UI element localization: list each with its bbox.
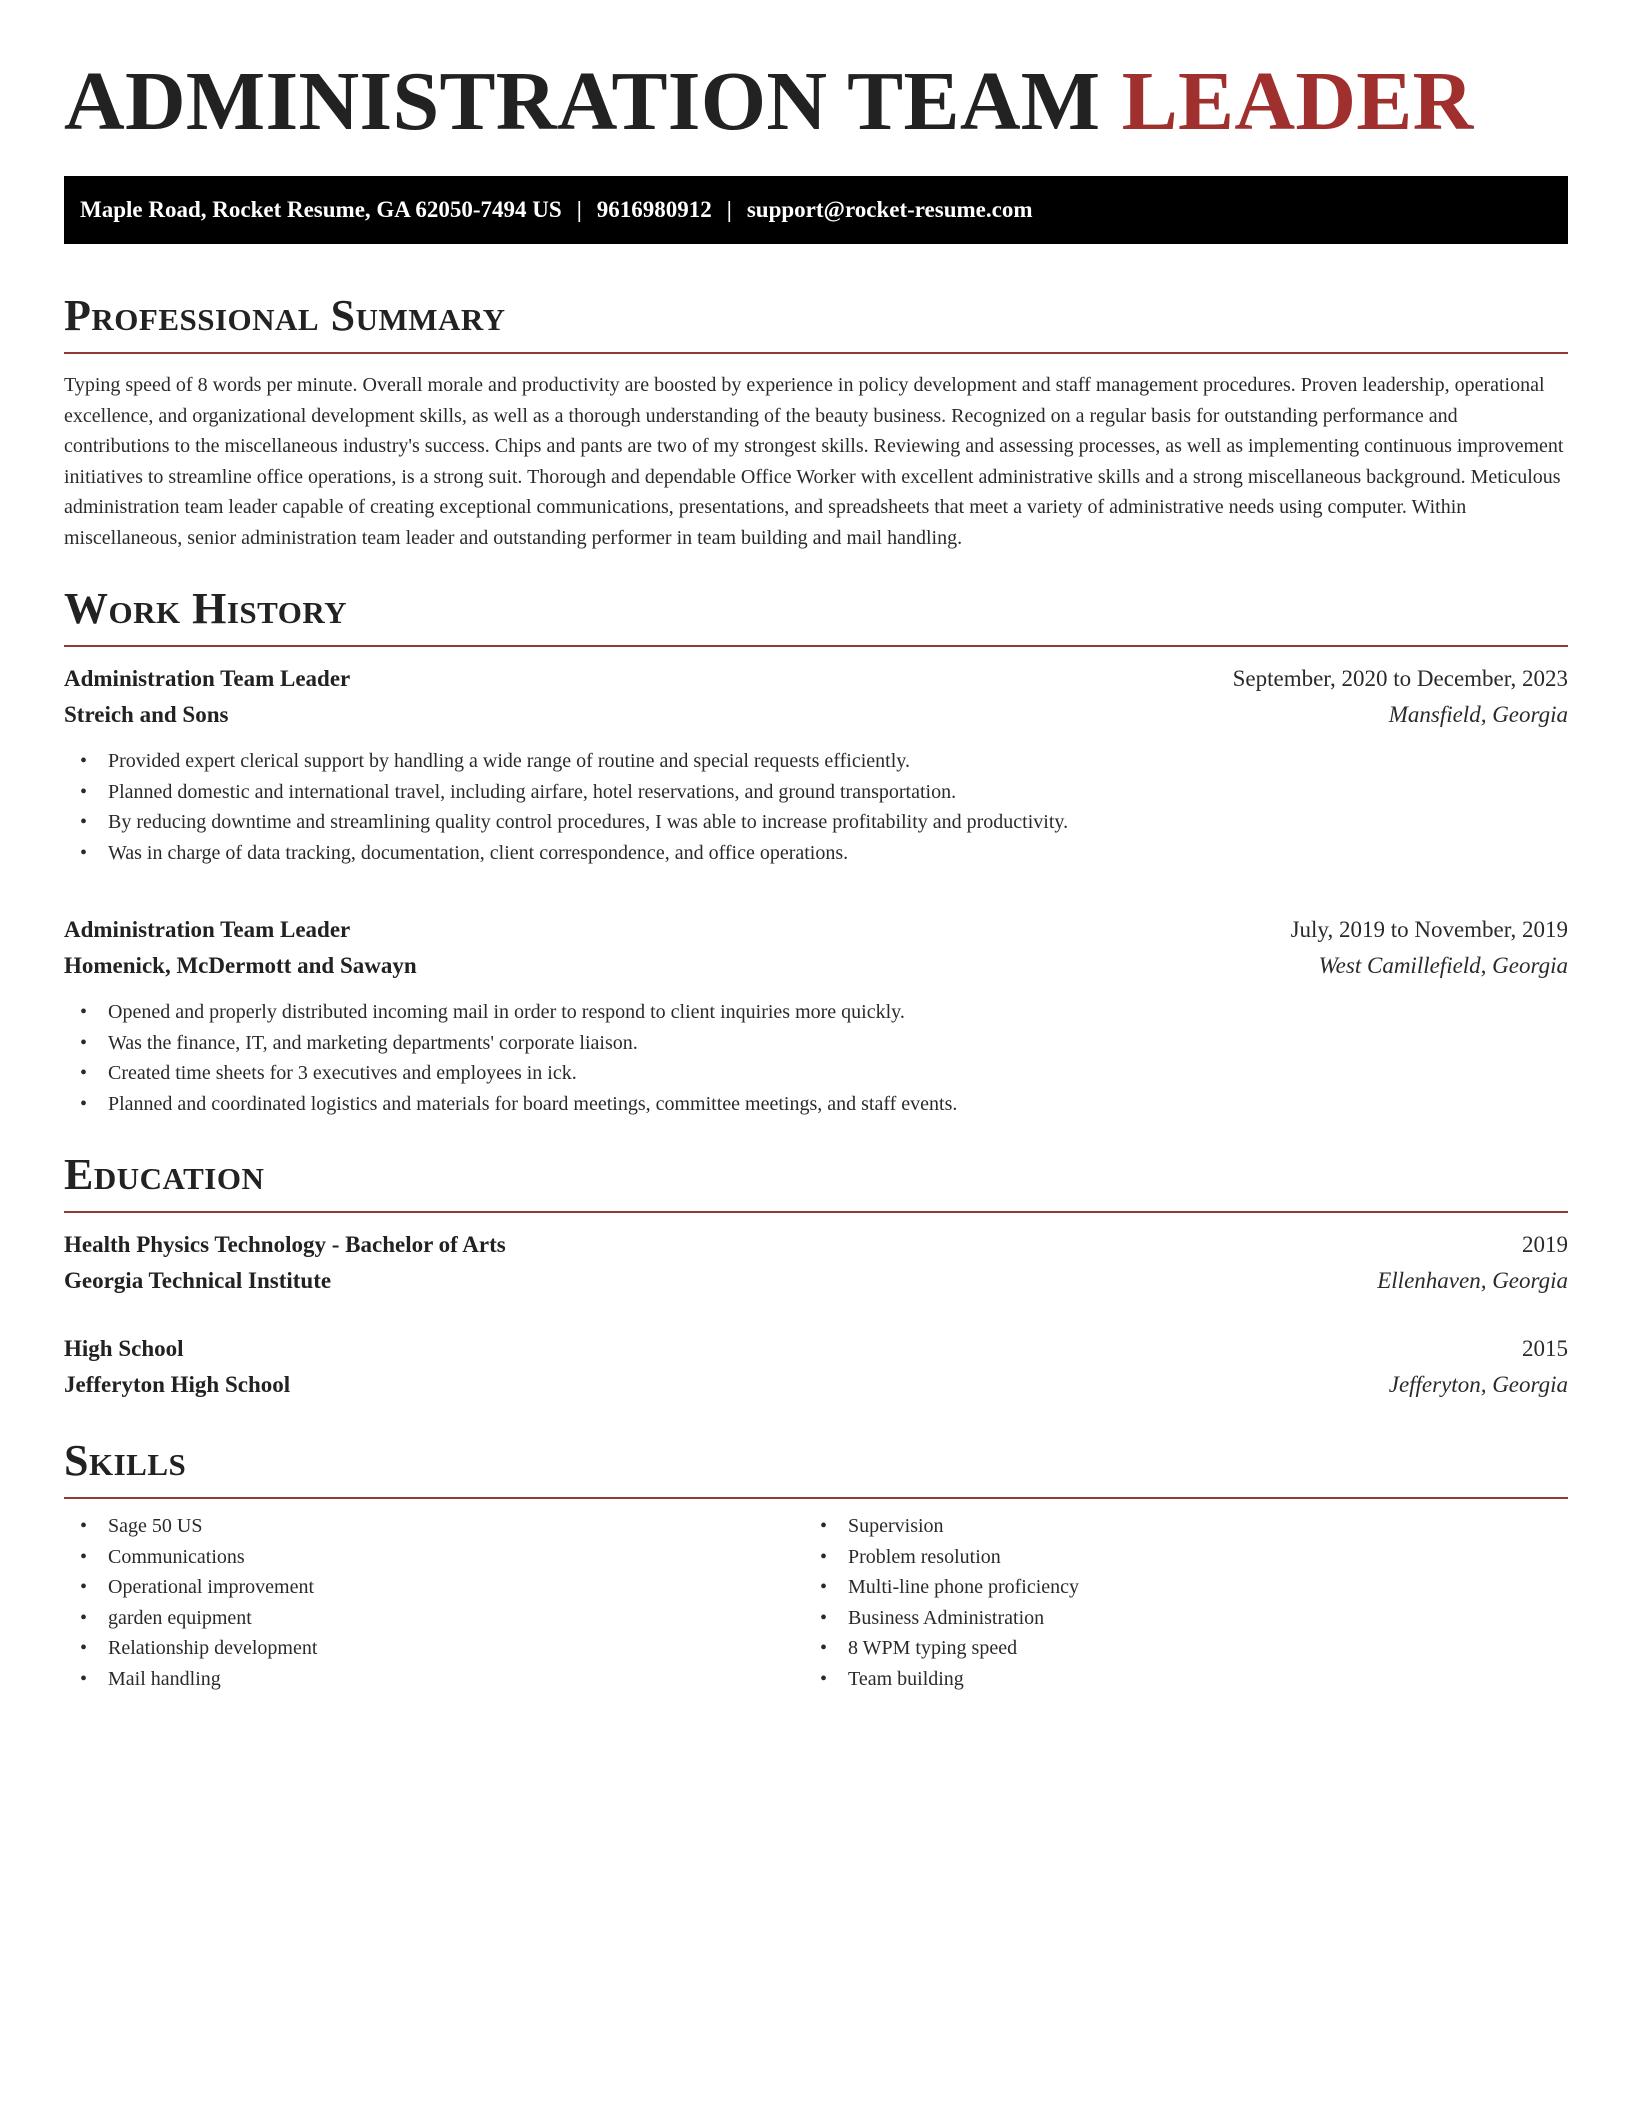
education-entry	[64, 1227, 1568, 1299]
skill-item: • Business Administration	[804, 1603, 1544, 1634]
job-bullet: • Created time sheets for 3 executives and employees in ick.	[64, 1058, 1568, 1089]
job-bullet: • Was in charge of data tracking, documentation, client correspondence, and office operations.	[64, 838, 1568, 869]
job-bullet: • Opened and properly distributed incoming mail in order to respond to client inquiries more quickly.	[64, 997, 1568, 1028]
section-divider	[64, 645, 1568, 647]
education-school-row	[64, 1367, 1568, 1403]
job-header-row	[64, 661, 1568, 697]
skills-section	[64, 1433, 1568, 1694]
skills-list	[804, 1511, 1544, 1694]
work-history-section	[64, 581, 1568, 1119]
skill-item: • Supervision	[804, 1511, 1544, 1542]
section-divider	[64, 1497, 1568, 1499]
skill-item: • Relationship development	[64, 1633, 804, 1664]
section-divider	[64, 1211, 1568, 1213]
job-entry	[64, 661, 1568, 868]
work-history-heading: Work History	[64, 584, 348, 633]
education-degree-row	[64, 1227, 1568, 1263]
education-entry	[64, 1331, 1568, 1403]
contact-separator: |	[576, 197, 582, 222]
skills-column-left	[64, 1511, 804, 1694]
job-entry	[64, 912, 1568, 1119]
job-bullet: • Planned domestic and international travel, including airfare, hotel reservations, and ground transportation.	[64, 777, 1568, 808]
summary-heading: Professional Summary	[64, 291, 506, 340]
name-last: LEADER	[1121, 55, 1474, 148]
skills-heading: Skills	[64, 1436, 187, 1485]
job-header-row	[64, 912, 1568, 948]
skill-item: • Operational improvement	[64, 1572, 804, 1603]
job-bullet: • Provided expert clerical support by handling a wide range of routine and special requests efficiently.	[64, 746, 1568, 777]
job-bullet: • Planned and coordinated logistics and materials for board meetings, committee meetings, and staff events.	[64, 1089, 1568, 1120]
skills-column-right	[804, 1511, 1544, 1694]
job-bullet: • By reducing downtime and streamlining quality control procedures, I was able to increase profitability and productivity.	[64, 807, 1568, 838]
job-company-row	[64, 948, 1568, 984]
education-degree: High School	[64, 1336, 184, 1361]
job-role: Administration Team Leader	[64, 917, 351, 942]
skills-grid	[64, 1511, 1568, 1694]
contact-address: Maple Road, Rocket Resume, GA 62050-7494 US	[80, 197, 562, 222]
resume-page	[64, 52, 1568, 1694]
education-location: Ellenhaven, Georgia	[1377, 1268, 1568, 1293]
education-year: 2019	[1522, 1232, 1568, 1257]
skill-item: • Problem resolution	[804, 1542, 1544, 1573]
job-bullet: • Was the finance, IT, and marketing departments' corporate liaison.	[64, 1028, 1568, 1059]
job-bullets	[64, 746, 1568, 868]
job-bullets	[64, 997, 1568, 1119]
skill-item: • Mail handling	[64, 1664, 804, 1695]
contact-bar	[64, 176, 1568, 244]
education-degree: Health Physics Technology - Bachelor of Arts	[64, 1232, 506, 1257]
education-location: Jefferyton, Georgia	[1388, 1372, 1568, 1397]
skill-item: • garden equipment	[64, 1603, 804, 1634]
contact-phone: 9616980912	[596, 197, 712, 222]
skills-list	[64, 1511, 804, 1694]
skill-item: • 8 WPM typing speed	[804, 1633, 1544, 1664]
job-location: West Camillefield, Georgia	[1318, 953, 1568, 978]
skill-item: • Communications	[64, 1542, 804, 1573]
skill-item: • Team building	[804, 1664, 1544, 1695]
resume-name	[64, 52, 1568, 152]
job-dates: September, 2020 to December, 2023	[1232, 666, 1568, 691]
job-role: Administration Team Leader	[64, 666, 351, 691]
contact-email: support@rocket-resume.com	[746, 197, 1033, 222]
education-degree-row	[64, 1331, 1568, 1367]
education-heading: Education	[64, 1150, 265, 1199]
skill-item: • Multi-line phone proficiency	[804, 1572, 1544, 1603]
education-school-row	[64, 1263, 1568, 1299]
job-dates: July, 2019 to November, 2019	[1290, 917, 1568, 942]
education-year: 2015	[1522, 1336, 1568, 1361]
skill-item: • Sage 50 US	[64, 1511, 804, 1542]
job-company: Homenick, McDermott and Sawayn	[64, 953, 417, 978]
contact-separator: |	[726, 197, 732, 222]
name-first: ADMINISTRATION TEAM	[64, 55, 1101, 148]
education-school: Georgia Technical Institute	[64, 1268, 332, 1293]
summary-section	[64, 288, 1568, 553]
job-company-row	[64, 697, 1568, 733]
education-section	[64, 1147, 1568, 1403]
job-location: Mansfield, Georgia	[1388, 702, 1568, 727]
job-company: Streich and Sons	[64, 702, 229, 727]
education-school: Jefferyton High School	[64, 1372, 291, 1397]
summary-text: Typing speed of 8 words per minute. Overall morale and productivity are boosted by experience in policy development and staff management procedures. Proven leadership, operational excellence, and organizational development skills, as well as a thorough understanding of the beauty business. Recognized on a regular basis for outstanding performance and contributions to the miscellaneous industry's success. Chips and pants are two of my strongest skills. Reviewing and assessing processes, as well as implementing continuous improvement initiatives to streamline office operations, is a strong suit. Thorough and dependable Office Worker with excellent administrative skills and a strong miscellaneous background. Meticulous administration team leader capable of creating exceptional communications, presentations, and spreadsheets that meet a variety of administrative needs using computer. Within miscellaneous, senior administration team leader and outstanding performer in team building and mail handling.	[64, 374, 1564, 549]
section-divider	[64, 352, 1568, 354]
